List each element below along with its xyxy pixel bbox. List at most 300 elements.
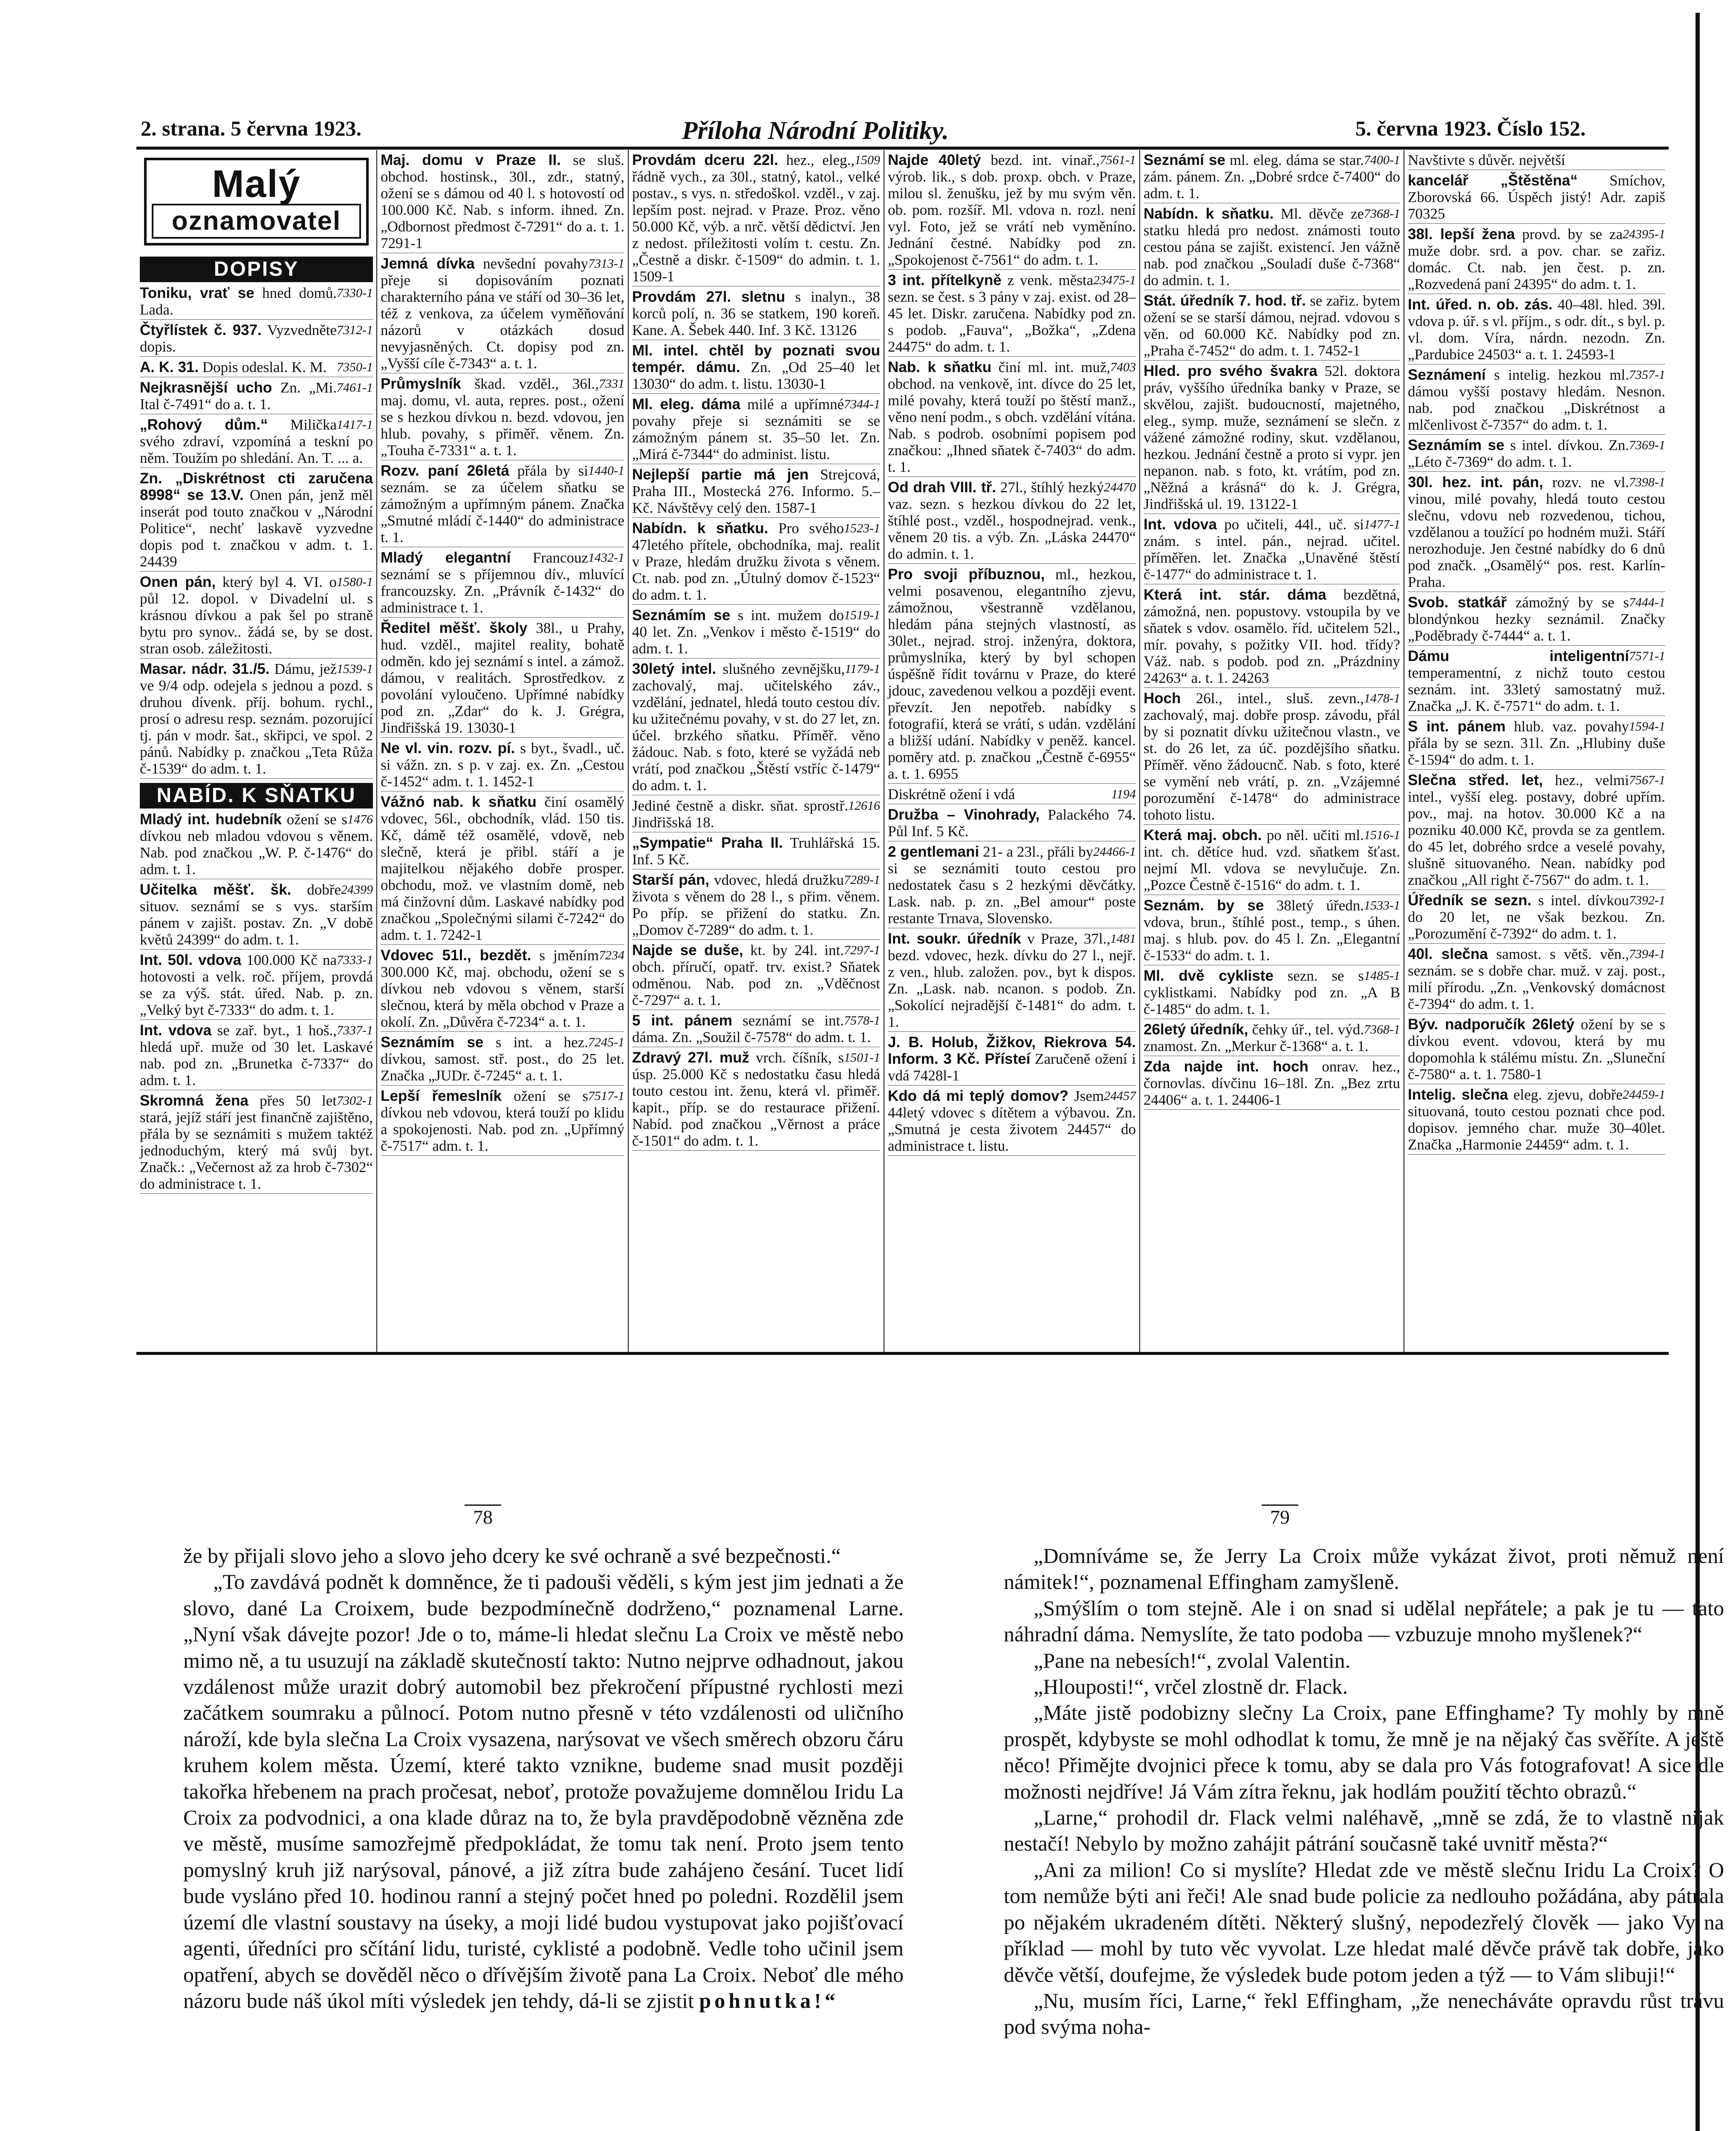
classified-ad: [1408, 1086, 1665, 1155]
header-title: Příloha Národní Politiky.: [682, 116, 949, 144]
classified-ad-text: s int. mužem do 40 let. Zn. „Venkov i město č-1519“ do adm. t. 1.: [632, 607, 880, 657]
classified-ad-text: zámožný by se s blondýnkou hezky seznámil. Značky „Poděbrady č-7444“ a. t. 1.: [1408, 594, 1665, 644]
classified-ad-code: 7330-1: [337, 286, 373, 300]
classified-ad-heading: Starší pán,: [632, 872, 710, 888]
story-column-right: [1004, 1543, 1724, 2040]
ad-list: [1144, 152, 1400, 1110]
classified-ad-text: 52l. doktora práv, vyššího úředníka banky v Praze, se skvělou, zajišt. budoucností, majetného, eleg., symp. muže, seznámení se slečn. z vážené zámožné rodiny, skut. vzdělanou, hezkou. Jednání čestně a proto si vypr. jen nepanon. nab. s foto, kt. vrátím, pod zn. „Něžná a krásná“ do k. J. Grégra, Jindřišská ul. 19. 13122-1: [1144, 363, 1401, 512]
classified-ad: [1408, 718, 1665, 770]
classified-ad-code: 1477-1: [1364, 517, 1400, 531]
classified-ad: [888, 806, 1136, 841]
classified-ad-heading: Lepší řemeslník: [381, 1088, 502, 1104]
classified-ad: [381, 620, 624, 738]
classified-column-6: [1404, 150, 1669, 1352]
classified-ad-text: s byt., švadl., uč. si vážn. zn. s p. v zaj. ex. Zn. „Cestou č-1452“ adm. t. 1. 1452-1: [381, 740, 624, 790]
classified-ad-text: Diskrétně ožení i vdá: [888, 786, 1015, 803]
classified-ad: [381, 1034, 624, 1086]
classified-ad: [381, 152, 624, 253]
classified-ad: [1144, 152, 1400, 203]
classified-ad: [632, 797, 880, 832]
classified-ad-heading: Seznámí se: [1144, 152, 1225, 168]
ad-list: [632, 152, 880, 1151]
classified-ad-code: 7403: [1110, 360, 1136, 374]
classified-ad: [381, 375, 624, 460]
classified-ad-heading: Mladý elegantní: [381, 549, 511, 566]
story-paragraph: [1004, 1543, 1724, 1595]
classified-ad-code: 1476: [347, 812, 373, 826]
classified-ad-heading: Družba – Vinohrady,: [888, 806, 1040, 823]
classified-ad-heading: Nabídn. k sňatku.: [632, 520, 768, 537]
classified-ad-heading: Hoch: [1144, 690, 1181, 707]
classified-ad-code: 1417-1: [337, 418, 373, 432]
classified-ad-code: 1594-1: [1629, 719, 1665, 733]
classified-ad: [632, 1049, 880, 1151]
classified-ad: [1408, 594, 1665, 646]
story-column-left: [183, 1543, 904, 2014]
classified-ad-text: Dopis odeslal. K. M.: [202, 359, 327, 375]
classified-ad-code: 1179-1: [845, 662, 880, 676]
story-paragraph-text: „To zavdává podnět k domněnce, že ti padouši věděli, s kým jest jim jednati a že slovo, dané La Croixem, bude bezpodmínečně dodrženo,“ poznamenal Larne. „Nyní však dávejte pozor! Jde o to, máme-li hledat slečnu La Croix ve městě nebo mimo ně, a tu usuzují na základě skutečností takto: Nutno nejprve odhadnout, jakou vzdálenost může urazit dobrý automobil bez překročení přípustné rychlosti mezi začátkem soumraku a půlnocí. Potom nutno přesně v této vzdálenosti od uličního nároží, kde byla slečna La Croix vysazena, narýsovat ve všech směrech obzoru čáru kruhem kolem města. Území, které takto vznikne, budeme snad musit později takořka hřebenem na prach pročesat, neboť, protože považujeme domnělou Iridu La Croix za podvodnici, a ona klade důraz na to, že byla pravděpodobně vězněna zde ve městě, musíme samozřejmě předpokládat, že tomu tak není. Proto jsem tento pomyslný kruh již narýsoval, pánové, a již zítra bude zahájeno česání. Tucet lidí bude vysláno před 10. hodinou ranní a stejný počet hned po poledni. Rozdělil jsem území dle vlastní soustavy na úseky, a moji lidé budou vystupovat jako pojišťovací agenti, úředníci pro sčítání lidu, turisté, cyklisté a podobně. Vedle toho učinil jsem opatření, abych se dověděl něco o dřívějším životě pana La Croix. Neboť dle mého názoru bude náš úkol míti výsledek jen tehdy, dá-li se zjistit: [183, 1570, 904, 2013]
classified-ad-text: Jediné čestně a diskr. sňat. sprostř. Jindřišská 18.: [632, 797, 848, 831]
classified-ad: [888, 272, 1136, 357]
classified-ad: [1408, 437, 1665, 472]
classified-ad: [632, 942, 880, 1010]
classified-ad-code: 1539-1: [337, 662, 373, 676]
classified-ad-code: 24457: [1104, 1089, 1136, 1103]
classified-ad-text: Ml. děvče ze statku hledá pro nedost. známosti touto cestou pána se zajišt. existencí. Jen vážně nab. pod značkou „Souladí duše č-7368“ do admin. t. 1.: [1144, 205, 1400, 289]
page-number-left: 78: [465, 1504, 501, 1528]
classified-ad-text: ml. eleg. dáma se star. zám. pánem. Zn. „Dobré srdce č-7400“ do adm. t. 1.: [1144, 152, 1400, 202]
classified-ad-heading: Nabídn. k sňatku.: [1144, 205, 1274, 222]
classified-column-1: [136, 150, 377, 1352]
classified-ad-text: ml., hezkou, velmi posavenou, elegantního zjevu, zámožnou, všestranně vzdělanou, hledám pána stejných vlastností, as 30let., nejrad. stroj. inženýra, doktora, průmyslníka, který by byl schopen úspěšně řídit továrnu v Praze, do které jdouc, zavedenou velkou a později event. převzít. Jen nepotřeb. nabídky s fotografií, která se vrátí, s udán. vzdělání a bližší udání. Nabídky v peněž. kancel. poměry atd. p. značkou „Čestně č-6955“ a. t. 1. 6955: [888, 566, 1136, 782]
classified-ad: [140, 416, 373, 468]
classified-ad-heading: Stát. úředník 7. hod. tř.: [1144, 292, 1306, 309]
classified-ad-heading: Int. 50l. vdova: [140, 952, 242, 968]
classified-ad-text: po něl. učiti ml. int. ch. dětíce hud. vzd. sňatkem šťast. nejmí Ml. vdova se nevylučuje. Zn. „Pozce Čestně č-1516“ do adm. t. 1.: [1144, 827, 1400, 893]
classified-ad: [1144, 1058, 1400, 1110]
classified-ad: [1408, 296, 1665, 364]
story-paragraph-text: „Ani za milion! Co si myslíte? Hledat zde ve městě slečnu Iridu La Croix? O tom nemůže býti ani řeči! Ale snad bude policie za nedlouho požádána, aby pátrala po nějakém ukradeném dítěti. Některý slušný, nepodezřelý člověk — jako Vy na příklad — mohl by tuto věc vyvolat. Lze hledat malé děvče právě tak dobře, jako děvče větší, doufejme, že výsledek bude potom jeden a týž — to Vám slibuji!“: [1004, 1857, 1724, 1987]
classified-ad-code: 24399: [341, 883, 373, 897]
classified-ad-heading: Nejkrasnější ucho: [140, 379, 272, 396]
classified-ad-heading: Rozv. paní 26letá: [381, 462, 509, 479]
classified-ad: [1408, 892, 1665, 944]
classified-ad-heading: 40l. slečna: [1408, 946, 1488, 962]
classified-ad-code: 7337-1: [337, 1023, 373, 1037]
story-paragraph: [1004, 1805, 1724, 1857]
classified-ad-text: sezn. se s cyklistkami. Nabídky pod zn. „A B č-1485“ do adm. t. 1.: [1144, 967, 1400, 1017]
classified-ad-code: 7331: [599, 377, 624, 391]
classified-ad: [1144, 1021, 1400, 1056]
classified-ad-code: 1481: [1110, 932, 1136, 946]
classified-ad-text: se sluš. obchod. hostinsk., 30l., zdr., statný, ožení se s dámou od 40 l. s hotovostí od 100.000 Kč. Nab. s inform. ihned. Zn. „Odbornost předmost č-7291“ do a. t. 1. 7291-1: [381, 152, 625, 251]
classified-ad-heading: Ředitel měšť. školy: [381, 620, 528, 636]
classified-ad-heading: Onen pán,: [140, 574, 216, 590]
classified-ad-heading: „Rohový dům.“: [140, 416, 268, 433]
classified-ad-text: ožení se s dívkou neb mladou vdovou s věnem. Nab. pod značkou „W. P. č-1476“ do adm. t. 1.: [140, 811, 373, 878]
classified-ad-text: činí osamělý vdovec, 56l., obchodník, vlád. 150 tis. Kč, dámě též osamělé, vdově, neb slečně, která je přibl. stáří a je majitelkou nějakého dobře prosper. obchodu, mož. ve vlastním domě, neb má činžovní dům. Laskavé nabídky pod značkou „Společnými silami č-7242“ do adm. t. 1. 7242-1: [381, 794, 624, 943]
classifieds-title-line2: oznamovatel: [152, 204, 361, 239]
story-paragraph-text: „Pane na nebesích!“, zvolal Valentin.: [1034, 1648, 1351, 1672]
classified-ad-code: 1440-1: [588, 464, 624, 478]
story-paragraph: [183, 1543, 904, 1569]
classified-ad-heading: Vdovec 51l., bezdět.: [381, 947, 531, 964]
story-paragraph-text: „Domníváme se, že Jerry La Croix může vykázat život, proti němuž není námitek!“, poznamenal Effingham zamyšleně.: [1004, 1544, 1724, 1594]
classified-ad: [381, 549, 624, 618]
classified-ad: [1144, 690, 1400, 825]
classified-ad-heading: Int. vdova: [1144, 516, 1217, 533]
classified-ad-text: eleg. zjevu, dobře situovaná, touto cestou poznati chce pod. dopisov. jemného char. muže 30–40let. Značka „Harmonie 24459“ adm. t. 1.: [1408, 1086, 1665, 1153]
classified-ad: [1408, 367, 1665, 435]
classified-ad-code: 1478-1: [1364, 691, 1400, 705]
classified-ad: [632, 520, 880, 605]
classified-ad: [632, 872, 880, 940]
classified-ad-heading: Provdám dceru 22l.: [632, 152, 778, 168]
classified-ad-heading: Učitelka měšť. šk.: [140, 881, 292, 898]
classified-ad: [1144, 897, 1400, 965]
story-emphasis: pohnutka!“: [699, 1988, 839, 2013]
classified-ad-text: Jsem 44letý vdovec s dítětem a výbavou. Zn. „Smutná je cesta životem 24457“ do administrace t. listu.: [888, 1088, 1136, 1154]
classified-ad-code: 1485-1: [1364, 969, 1400, 983]
classified-ad: [381, 947, 624, 1032]
ad-list: [140, 285, 373, 779]
classified-ad: [140, 359, 373, 377]
classified-ad-text: ožení by se s dívkou event. vdovou, která by mu dopomohla k stálému místu. Zn. „Sluneční č-7580“ a. t. 1. 7580-1: [1408, 1016, 1665, 1083]
classified-column-2: [377, 150, 629, 1352]
classified-ad: [632, 1012, 880, 1047]
classified-ad: [140, 811, 373, 879]
classified-ad-code: 7444-1: [1629, 595, 1665, 609]
classified-ad: [888, 1088, 1136, 1156]
classified-ad-code: 7368-1: [1364, 1022, 1400, 1037]
classified-ad-heading: Svob. statkář: [1408, 594, 1507, 611]
classified-ad-heading: Čtyřlístek č. 937.: [140, 322, 262, 338]
classified-ad: [1408, 172, 1665, 224]
classified-ad-heading: S int. pánem: [1408, 718, 1506, 735]
classified-ad-text: Zn. „Od 25–40 let 13030“ do adm. t. listu. 13030-1: [632, 359, 880, 392]
classified-ad-text: milé a upřímné povahy přeje si seznámiti se se zámožným pánem st. 35–50 let. Zn. „Mirá č-7344“ do administ. listu.: [632, 396, 880, 462]
classified-ad-code: 1194: [1111, 787, 1136, 801]
classified-ad-text: přes 50 let stará, jejíž stáří jest finančně zajištěno, přála by se seznámiti s mužem taktéž jednoduchým, který má svůj byt. Značk.: „Večernost až za hrob č-7302“ do administrace t. 1.: [140, 1092, 373, 1192]
ad-list: [888, 152, 1136, 1156]
classifieds-columns: [136, 150, 1669, 1352]
classified-ad-text: Vyzvedněte dopis.: [140, 322, 337, 355]
classified-ad: [888, 1034, 1136, 1086]
classified-ad: [1408, 648, 1665, 716]
classified-ad: [888, 786, 1136, 804]
classified-ad-text: ožení se s dívkou neb vdovou, která touží po klidu a spokojenosti. Nab. pod zn. „Upřímný č-7517“ adm. t. 1.: [381, 1088, 624, 1154]
classified-ad-code: 7369-1: [1629, 438, 1665, 452]
classified-ad-heading: Int. soukr. úředník: [888, 930, 1021, 947]
classified-ad-heading: Která int. stár. dáma: [1144, 586, 1326, 603]
classified-ad-heading: Toniku, vrať se: [140, 285, 254, 301]
classified-ad-text: činí ml. int. muž, obchod. na venkově, int. dívce do 25 let, milé povahy, která touží po štěstí manž., věno není podm., s obch. vzdělání vítána. Nab. s podrob. osobními popisem pod značkou: „Ihned sňatek č-7403“ do adm. t. 1.: [888, 359, 1136, 475]
classified-ad-heading: Seznámení: [1408, 367, 1486, 383]
classified-ad-heading: Skromná žena: [140, 1092, 248, 1109]
classified-ad-text: Milička svého zdraví, vzpomíná a teskní po něm. Toužím po shledání. An. T. ... a.: [140, 416, 373, 466]
classified-ad-heading: 30l. hez. int. pán,: [1408, 474, 1543, 491]
classified-ad: [1144, 827, 1400, 895]
classified-ad-code: 1519-1: [844, 608, 880, 622]
classified-ad-heading: J. B. Holub, Žižkov, Riekrova 54. Inform. 3 Kč. Přísteí: [888, 1034, 1136, 1067]
story-paragraph: [1004, 1595, 1724, 1648]
classified-ad: [381, 255, 624, 373]
classified-ad-heading: Pro svoji příbuznou,: [888, 566, 1045, 583]
classified-column-4: [884, 150, 1140, 1352]
classified-ad-text: 40–48l. hled. 39l. vdova p. úř. s vl. příjm., s odr. dít., s byl. p. vl. dom. Víra, nárdn. nezodn. Zn. „Pardubice 24503“ a. t. 1. 24593-1: [1408, 296, 1665, 363]
classifieds-title: [144, 158, 369, 245]
classified-ad-text: vdovec, hledá družku života s věnem do 28 l., s přim. věnem. Po příp. se přižení do statku. Zn. „Domov č-7289“ do adm. t. 1.: [632, 872, 880, 938]
classified-ad-text: seznámí se int. dáma. Zn. „Soužil č-7578“ do adm. t. 1.: [632, 1012, 871, 1045]
classified-ad-code: 23475-1: [1093, 273, 1136, 287]
classified-ad: [632, 466, 880, 518]
classified-ad: [140, 322, 373, 357]
classified-ad-code: 7398-1: [1629, 475, 1665, 489]
classified-ad: [381, 1088, 624, 1156]
classified-ad-heading: Vážnó nab. k sňatku: [381, 794, 537, 810]
classified-ad-text: Navštivte s důvěr. největší: [1408, 152, 1566, 168]
classified-ad-heading: kancelář „Štěstěna“: [1408, 172, 1578, 189]
classified-ad-heading: Ml. eleg. dáma: [632, 396, 741, 413]
classified-ad-heading: Int. vdova: [140, 1022, 212, 1039]
classified-ad: [888, 359, 1136, 477]
classified-ad-text: 27l., štíhlý hezký vaz. sezn. s hezkou dívkou do 22 let, štíhlé post., vzděl., hospodnejrad. venk., věnem 20 tis. a výb. Zn. „Láska 24470“ do admin. t. 1.: [888, 479, 1136, 562]
classified-ad-heading: Provdám 27l. sletnu: [632, 289, 786, 305]
classified-ad-heading: „Sympatie“ Praha II.: [632, 834, 783, 851]
classified-ad-text: po učiteli, 44l., uč. si znám. s intel. pán., nejrad. učitel. příměřen. let. Značka „Unavěné štěstí č-1477“ do administrace t. 1.: [1144, 516, 1400, 583]
classified-ad-text: se zař. byt., 1 hoš., hledá upř. muže od 30 let. Laskavé nab. pod zn. „Brunetka č-7337“ do adm. t. 1.: [140, 1022, 373, 1089]
classified-ad-code: 7297-1: [844, 943, 880, 957]
classified-ad-code: 7561-1: [1100, 153, 1136, 167]
classified-ad: [888, 479, 1136, 564]
classified-ad-text: hez., eleg., řádně vych., za 30l., statný, katol., velké postav., s vys. n. středoškol. vzděl., v zaj. lepším post. nejrad. v Praze. Proz. věno 50.000 Kč, výb. a nrč. větší dědictví. Jen z nedost. příležitosti volím t. cestu. Zn. „Čestně a diskr. č-1509“ do admin. t. 1. 1509-1: [632, 152, 880, 285]
classified-ad-text: Smíchov, Zborovská 66. Úspěch jistý! Adr. zapiš 70325: [1408, 172, 1666, 222]
classified-ad-code: 24470: [1104, 480, 1136, 494]
story-paragraph: [1004, 1674, 1724, 1700]
classified-ad: [1408, 1016, 1665, 1084]
classified-ad-text: s int. a hez. dívkou, samost. stř. post., do 25 let. Značka „JUDr. č-7245“ a. t. 1.: [381, 1034, 624, 1084]
classified-ad-text: 21- a 23l., přáli by si se seznámiti touto cestou pro nedostatek času s 2 hezkými děvčátky. Lask. nab. p. zn. „Bel amour“ poste restante Trnava, Slovensko.: [888, 843, 1136, 927]
classified-ad-text: Pro svého 47letého přítele, obchodníka, maj. realit v Praze, hledám družku života s věnem. Ct. nab. pod zn. „Útulný domov č-1523“ do adm. t. 1.: [632, 520, 880, 603]
story-paragraph-text: že by přijali slovo jeho a slovo jeho dcery ke své ochraně a své bezpečnosti.“: [183, 1544, 841, 1568]
classified-ad-text: čehky úř., tel. výd. znamost. Zn. „Merkur č-1368“ a. t. 1.: [1144, 1021, 1369, 1054]
classified-ad-code: 7461-1: [337, 381, 373, 395]
classified-ad-text: onrav. hez., čornovlas. dívčinu 16–18l. Zn. „Bez zrtu 24406“ a. t. 1. 24406-1: [1144, 1058, 1400, 1108]
story-paragraph-text: „Hlouposti!“, vrčel zlostně dr. Flack.: [1034, 1675, 1348, 1699]
classified-ad: [381, 740, 624, 791]
classified-ad: [1144, 292, 1400, 361]
classified-ad-heading: Seznámím se: [381, 1034, 484, 1051]
classified-ad-text: který byl 4. VI. o půl 12. dopol. v Divadelní ul. s krásnou dívkou a pak šel po straně bytu pro synov.. žádá se, by se dost. stran osob. záležitosti.: [140, 574, 373, 657]
section-heading-marriage: NABÍD. K SŇATKU: [140, 783, 373, 809]
classified-ad-text: dobře situov. seznámí se s vys. starším pánem v zajišt. postav. Zn. „V době květů 24399“ do adm. t. 1.: [140, 881, 373, 948]
classified-ad-heading: 30letý intel.: [632, 661, 716, 677]
classified-ad-heading: 38l. lepší žena: [1408, 226, 1515, 243]
classified-ad: [632, 289, 880, 340]
story-paragraph-text: „Smýšlím o tom stejně. Ale i on snad si udělal nepřátele; a pak je tu — tato náhradní dáma. Nemyslíte, že tato podoba — vzbuzuje mnoho myšlenek?“: [1004, 1596, 1724, 1646]
classified-ad-code: 1523-1: [844, 521, 880, 535]
classified-ad-heading: Zn. „Diskrétnost cti zaručena 8998“ se 13.V.: [140, 470, 373, 503]
classified-ad: [1408, 474, 1665, 592]
classified-ad: [632, 661, 880, 795]
classified-ad: [1144, 363, 1400, 514]
classified-ad-heading: Ml. dvě cykliste: [1144, 967, 1274, 984]
classified-ad: [140, 285, 373, 320]
classified-ad-heading: Najde 40letý: [888, 152, 981, 168]
classified-ad-text: bezd. int. vinař., výrob. lik., s dob. proxp. obch. v Praze, milou sl. ženušku, jež by mu svým věn. ob. pom. rozšíř. Ml. vdova n. rozl. není vyl. Foto, jež se vrátí neb vyměníno. Jednání čestné. Nabídky pod zn. „Spokojenost č-7561“ do adm. t. 1.: [888, 152, 1136, 268]
classified-ad: [1144, 967, 1400, 1019]
header-date-right: 5. června 1923. Číslo 152.: [1355, 116, 1586, 140]
classified-ad-heading: Maj. domu v Praze II.: [381, 152, 561, 168]
classified-ad-text: slušného zevnějšku, zachovalý, maj. učitelského záv., vzdělání, jednatel, hledá touto cestou dív. ku užitečnému povahy, v st. do 27 let, zn. účel. brzkého sňatku. Příměř. věno žádouc. Nab. s foto, které se vyžádá neb vrátí, pod značkou „Štěstí vstříc č-1479“ do adm. t. 1.: [632, 661, 880, 794]
classified-ad-heading: Dámu inteligentní: [1408, 648, 1629, 664]
classified-ad-text: s intel. dívkou. Zn. „Léto č-7369“ do adm. t. 1.: [1408, 437, 1629, 470]
classified-ad: [140, 661, 373, 779]
story-paragraph: [1004, 1648, 1724, 1674]
classified-ad-code: 7289-1: [844, 873, 880, 887]
story-paragraph-text: „Máte jistě podobizny slečny La Croix, pane Effinghame? Ty mohly by mně prospět, kdybyste se mohl odhodlat k tomu, že mně je na nějaký čas svěříte. A ještě něco! Přimějte dvojnici přece k tomu, aby se dala pro Vás fotografovat! A sice dle možnosti nejdříve! Já Vám zítra řeknu, jak hodlám použití těchto obrazů.“: [1004, 1701, 1724, 1803]
classified-ad-text: z venk. města sezn. se čest. s 3 pány v zaj. exist. od 28–45 let. Diskr. zaručena. Nabídky pod zn. s podob. „Fauva“, „Božka“, „Zdena 24475“ do adm. t. 1.: [888, 272, 1136, 355]
classified-ad-text: s intelig. hezkou ml. dámou vyšší postavy hledám. Nesnon. nab. pod značkou „Diskrétnost a mlčenlivost č-7357“ do adm. t. 1.: [1408, 367, 1665, 433]
classified-ad: [140, 574, 373, 658]
classifieds-bottom-rule: [136, 1352, 1669, 1355]
header-rule: [136, 147, 1669, 150]
classified-ad-code: 7333-1: [337, 953, 373, 967]
classified-ad-heading: Hled. pro svého švakra: [1144, 363, 1317, 379]
classified-ad-heading: 26letý úředník,: [1144, 1021, 1248, 1038]
classified-ad-heading: Slečna střed. let,: [1408, 772, 1543, 788]
classified-ad-text: 38l., u Prahy, hud. vzděl., majitel reality, bohatě odměn. kdo jej seznámí s intel. a zámož. dámou, v realitách. Sprostředkov. z povolání vyloučeno. Upřímné nabídky pod zn. „Zdar“ do k. J. Grégra, Jindřišská 19. 13030-1: [381, 620, 624, 736]
classified-ad: [632, 396, 880, 464]
classified-ad: [140, 1092, 373, 1194]
classified-ad-code: 7313-1: [588, 257, 624, 271]
classified-ad-text: Strejcová, Praha III., Mostecká 276. Informo. 5.– Kč. Návštěvy celý den. 1587-1: [632, 466, 880, 516]
classified-ad-code: 1509: [855, 153, 880, 167]
classified-ad: [632, 834, 880, 869]
classified-ad-text: v Praze, 37l., bezd. vdovec, hezk. dívku do 27 l., nejř. z ven., hlub. založen. pov., byt k dispos. Zn. „Lask. nab. ncanon. s podob. Zn. „Sokolící nejradější č-1481“ do adm. t. 1.: [888, 930, 1136, 1030]
classified-ad-text: Onen pán, jenž měl inserát pod touto značkou v „Národní Politice“, nechť laskavě vyzvedne dopis pod t. značkou v adm. t. 1. 24439: [140, 487, 373, 570]
classified-ad-code: 7312-1: [337, 323, 373, 337]
classified-ad: [888, 930, 1136, 1032]
classified-ad: [381, 794, 624, 945]
classified-ad-heading: 3 int. přítelkyně: [888, 272, 1002, 289]
classified-ad: [140, 379, 373, 414]
classified-ad: [1144, 516, 1400, 584]
classified-ad-heading: Ne vl. vin. rozv. pí.: [381, 740, 515, 757]
classified-ad-text: škad. vzděl., 36l., maj. domu, vl. auta, repres. post., ožení se s hezkou dívkou n. bezd. vdovou, jen hlub. povahy, s přiměř. věnem. Zn. „Touha č-7331“ a. t. 1.: [381, 375, 624, 459]
classified-ad-heading: Seznámím se: [632, 607, 731, 624]
classified-ad-heading: Nejlepší partie má jen: [632, 466, 809, 483]
classified-ad-code: 7394-1: [1629, 947, 1665, 961]
classified-ad-heading: Int. úřed. n. ob. zás.: [1408, 296, 1553, 313]
classified-ad-code: 24459-1: [1623, 1088, 1665, 1102]
classified-ad-text: se zařiz. bytem ožení se se starší dámou, nejrad. vdovou s věn. od 60.000 Kč. Nabídky pod zn. „Praha č-7452“ do adm. t. 1. 7452-1: [1144, 292, 1400, 359]
classified-ad-code: 7245-1: [588, 1035, 624, 1049]
classified-ad-text: nevšední povahy přeje si dopisováním poznati charakterního pána ve stáří od 30–36 let, též z venkova, za účelem vyměňování názorů v otázkách dosud nevyjasněných. Ct. dopisy pod zn. „Vyšší cíle č-7343“ a. t. 1.: [381, 255, 624, 372]
ad-list: [1408, 152, 1665, 1155]
classified-ad-heading: 2 gentlemani: [888, 843, 979, 860]
classified-ad: [1144, 205, 1400, 290]
classified-ad-code: 1432-1: [588, 551, 624, 565]
story-paragraph-text: „Nu, musím říci, Larne,“ řekl Effingham, „že nenecháváte opravdu růst trávu pod svýma noha-: [1004, 1988, 1724, 2039]
classified-ad-code: 7357-1: [1629, 368, 1665, 382]
classified-ad-heading: Zda najde int. hoch: [1144, 1058, 1308, 1075]
classified-ad-heading: Nab. k sňatku: [888, 359, 992, 375]
classifieds-title-line1: Malý: [212, 163, 301, 205]
classified-ad-text: hez., velmi intel., vyšší eleg. postavy, dobré upřím. pov., maj. na hotov. 30.000 Kč a na pozniku 40.000 Kč, provda se za gentlem. do 45 let, dobrého srdce a veselé povahy, slušně situovaného. Nean. nabídky pod značkou „All right č-7567“ do adm. t. 1.: [1408, 772, 1665, 888]
section-heading-letters: DOPISY: [140, 257, 373, 282]
story-paragraph: [1004, 1700, 1724, 1805]
classified-ad: [1408, 152, 1665, 170]
classified-ad-heading: 5 int. pánem: [632, 1012, 733, 1029]
classified-ad-heading: Najde se duše,: [632, 942, 743, 959]
classified-ad-text: Francouz seznámí se s příjemnou dív., mluvící francouzsky. Zn. „Právník č-1432“ do administrace t. 1.: [381, 549, 624, 616]
classified-ad-heading: Jemná dívka: [381, 255, 475, 272]
classified-ad-text: hlub. vaz. povahy přála by se sezn. 31l. Zn. „Hlubiny duše č-1594“ do adm. t. 1.: [1408, 718, 1665, 768]
classified-ad-text: rozv. ne vl. vinou, milé povahy, hledá touto cestou slečnu, vdovu neb rozvedenou, tichou, vzdělanou a toužící po hodném muži. Stáří nerozhoduje. Jen čestné nabídky do 6 dnů pod značk. „Osamělý“ pos. rest. Karlín-Praha.: [1408, 474, 1665, 590]
classified-ad-heading: Seznám. by se: [1144, 897, 1264, 914]
classified-ad-text: s jměním 300.000 Kč, maj. obchodu, ožení se s dívkou neb vdovou s věnem, starší slečnou, která by měla obchod v Praze a okolí. Zn. „Důvěra č-7234“ a. t. 1.: [381, 947, 624, 1030]
classified-ad-heading: Býv. nadporučík 26letý: [1408, 1016, 1574, 1033]
classified-ad-text: 100.000 Kč na hotovosti a velk. roč. příjem, provdá se za výš. stát. úřed. Nab. p. zn. „Velký byt č-7333“ do adm. t. 1.: [140, 952, 373, 1018]
classified-ad-text: s inalyn., 38 korců polí, n. 36 se statkem, 190 koreň. Kane. A. Šebek 440. Inf. 3 Kč. 13126: [632, 289, 881, 338]
classified-ad: [888, 152, 1136, 270]
classified-ad: [1144, 586, 1400, 688]
classified-ad: [140, 470, 373, 572]
classified-ad: [888, 566, 1136, 784]
classified-ad-heading: Zdravý 27l. muž: [632, 1049, 750, 1066]
story-paragraph-text: „Larne,“ prohodil dr. Flack velmi naléhavě, „mně se zdá, že to vlastně nijak nestačí! Nebylo by možno zahájit pátrání současně také uvnitř města?“: [1004, 1805, 1724, 1856]
classified-ad-heading: Intelig. slečna: [1408, 1086, 1508, 1103]
classified-column-3: [629, 150, 884, 1352]
classified-ad-text: s intel. dívkou do 20 let, ne však bezkou. Zn. „Porozumění č-7392“ do adm. t. 1.: [1408, 892, 1665, 942]
page-number-right: 79: [1262, 1504, 1298, 1528]
classified-ad-code: 7392-1: [1629, 893, 1665, 907]
classified-ad-text: kt. by 24l. int. obch. příručí, opatř. trv. exist.? Sňatek odměnou. Nab. pod zn. „Vděčnost č-7297“ a. t. 1.: [632, 942, 880, 1008]
classified-column-5: [1140, 150, 1404, 1352]
classified-ad: [1408, 772, 1665, 890]
classified-ad-code: 7571-1: [1629, 649, 1665, 663]
classified-ad-code: 7368-1: [1364, 207, 1400, 221]
classified-ad-text: hned domů. Lada.: [140, 285, 337, 318]
classified-ad-code: 7400-1: [1364, 153, 1400, 167]
classified-ad: [1408, 946, 1665, 1014]
classified-ad-code: 7234: [599, 948, 624, 962]
classified-ad-heading: A. K. 31.: [140, 359, 199, 375]
classified-ad-heading: Která maj. obch.: [1144, 827, 1262, 843]
classified-ad-code: 7517-1: [588, 1089, 624, 1103]
classified-ad-code: 7302-1: [337, 1094, 373, 1108]
classified-ad-heading: Ml. intel. chtěl by poznati svou tempér. dámu.: [632, 342, 880, 375]
ad-list: [381, 152, 624, 1156]
classified-ad-code: 7350-1: [337, 360, 373, 374]
classified-ad-text: Palackého 74. Půl Inf. 5 Kč.: [888, 806, 1136, 840]
classified-ad: [632, 342, 880, 394]
classified-ad-code: 12616: [848, 799, 880, 813]
classified-ad: [632, 152, 880, 286]
classified-ad-text: Zaručeně ožení i vdá 7428l-1: [888, 1051, 1136, 1084]
classified-ad-code: 7578-1: [844, 1014, 880, 1028]
story-paragraph: [1004, 1857, 1724, 1988]
classified-ad-code: 1516-1: [1364, 828, 1400, 842]
classified-ad: [1408, 226, 1665, 294]
classified-ad-code: 1533-1: [1364, 898, 1400, 912]
classified-ad-text: vrch. číšník, s úsp. 25.000 Kč s nedostatku času hledá touto cestou int. ženu, která vl. přiměř. kapit., příp. se do restaurace přižení. Nabíd. pod značkou „Věrnost a práce č-1501“ do adm. t. 1.: [632, 1049, 880, 1149]
classified-ad-text: provd. by se za muže dobr. srd. a pov. char. se zařiz. domác. Ct. nab. jen čest. p. zn. „Rozvedená paní 24395“ do adm. t. 1.: [1408, 226, 1665, 292]
classified-ad-code: 1580-1: [337, 575, 373, 589]
classified-ad: [888, 843, 1136, 928]
